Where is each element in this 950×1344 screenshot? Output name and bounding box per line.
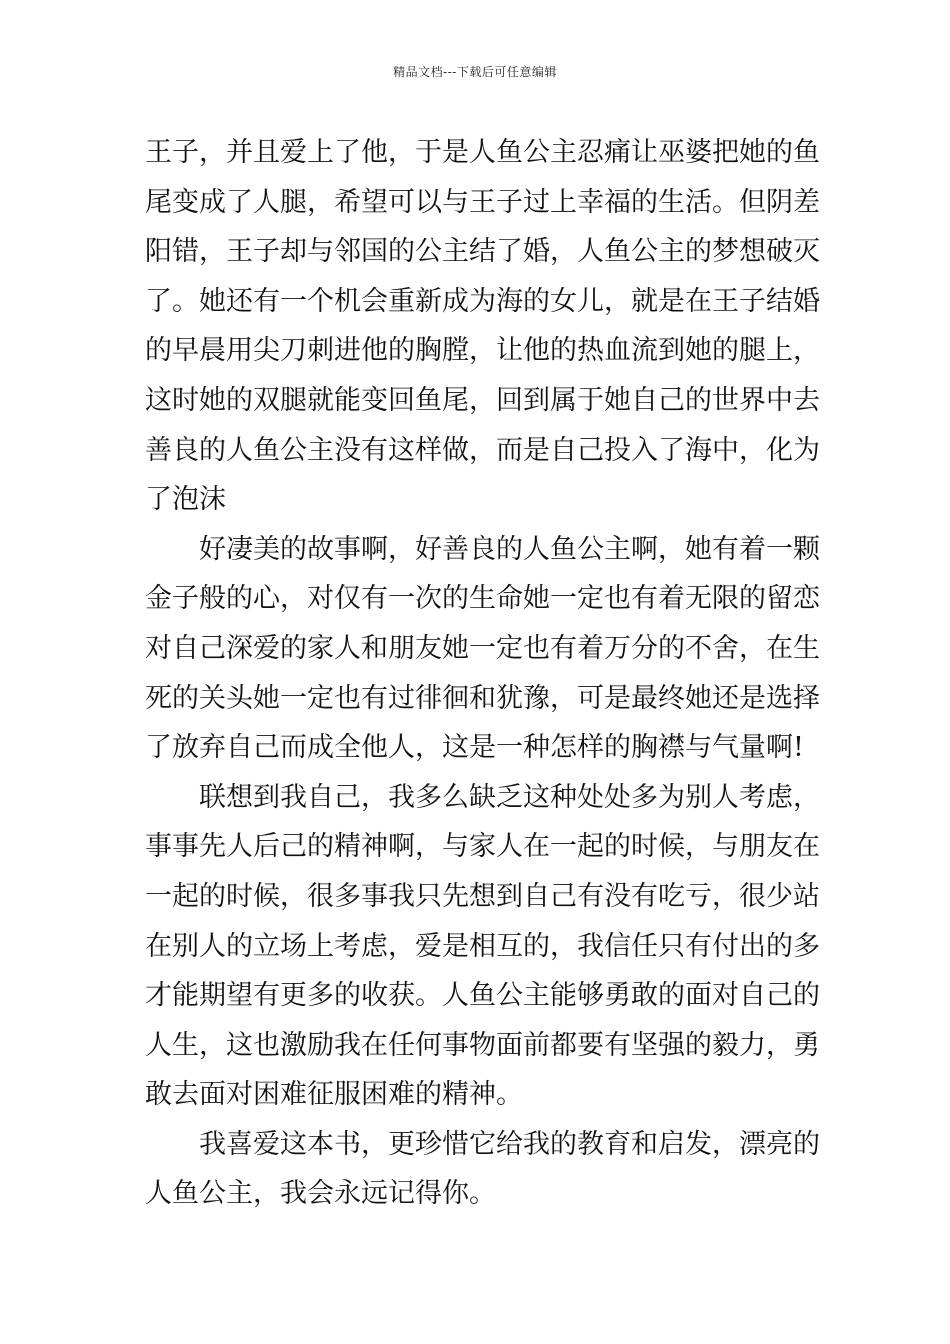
- text-line: 尾变成了人腿，希望可以与王子过上幸福的生活。但阴差: [145, 186, 820, 218]
- text-line: 阳错，王子却与邻国的公主结了婚，人鱼公主的梦想破灭: [145, 236, 820, 268]
- text-line: 了。她还有一个机会重新成为海的女儿，就是在王子结婚: [145, 285, 820, 317]
- page-header: 精品文档---下载后可任意编辑: [393, 65, 557, 79]
- text-line: 对自己深爱的家人和朋友她一定也有着万分的不舍，在生: [145, 632, 820, 664]
- text-line: 金子般的心，对仅有一次的生命她一定也有着无限的留恋: [145, 583, 820, 615]
- paragraph-first-line: 我喜爱这本书，更珍惜它给我的教育和启发，漂亮的: [199, 1128, 820, 1160]
- text-line: 敢去面对困难征服困难的精神。: [145, 1079, 523, 1111]
- text-line: 这时她的双腿就能变回鱼尾，回到属于她自己的世界中去: [145, 384, 820, 416]
- text-line: 死的关头她一定也有过徘徊和犹豫，可是最终她还是选择: [145, 682, 820, 714]
- text-line: 的早晨用尖刀刺进他的胸膛，让他的热血流到她的腿上，: [145, 335, 820, 367]
- text-line: 了泡沫: [145, 484, 226, 516]
- text-line: 才能期望有更多的收获。人鱼公主能够勇敢的面对自己的: [145, 980, 820, 1012]
- text-line: 在别人的立场上考虑，爱是相互的，我信任只有付出的多: [145, 930, 820, 962]
- paragraph-first-line: 好凄美的故事啊，好善良的人鱼公主啊，她有着一颗: [199, 533, 820, 565]
- text-line: 善良的人鱼公主没有这样做，而是自己投入了海中，化为: [145, 434, 820, 466]
- paragraph-first-line: 联想到我自己，我多么缺乏这种处处多为别人考虑，: [199, 781, 820, 813]
- text-line: 事事先人后己的精神啊，与家人在一起的时候，与朋友在: [145, 831, 820, 863]
- document-body: [145, 128, 820, 1219]
- text-line: 了放弃自己而成全他人，这是一种怎样的胸襟与气量啊!: [145, 732, 804, 764]
- text-line: 人鱼公主，我会永远记得你。: [145, 1178, 496, 1210]
- text-line: 人生，这也激励我在任何事物面前都要有坚强的毅力，勇: [145, 1029, 820, 1061]
- text-line: 王子，并且爱上了他，于是人鱼公主忍痛让巫婆把她的鱼: [145, 137, 820, 168]
- text-line: 一起的时候，很多事我只先想到自己有没有吃亏，很少站: [145, 880, 820, 912]
